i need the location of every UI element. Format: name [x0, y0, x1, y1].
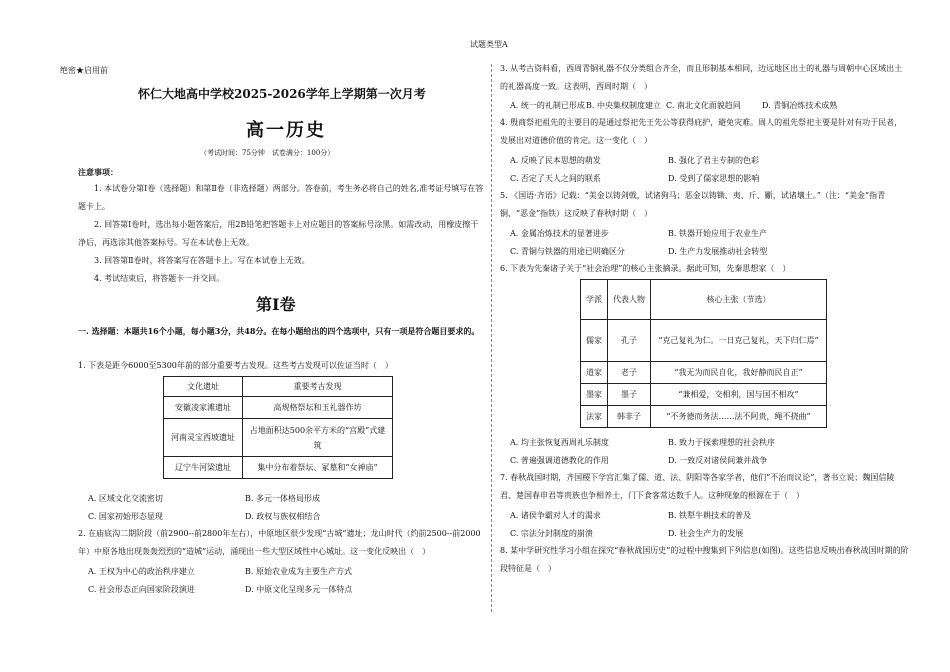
- q2-option-d[interactable]: D. 中原文化呈现多元一体特点: [245, 585, 353, 594]
- q6-cell: “我无为而民自化，我好静而民自正”: [651, 362, 827, 384]
- q1-cell: 集中分布着祭坛、冢墓和“女神庙”: [243, 457, 393, 479]
- q1-stem: 1. 下表是距今6000至5300年前的部分重要考古发现。这些考古发现可以佐证当时（ ）: [78, 361, 393, 370]
- q5-stem: 5. 《国语·齐语》记载：“美金以铸剑戟，试诸狗马；恶金以铸锄、夷、斤、斸，试诸壤土。”（注：“美金”指青铜，“恶金”指铁）这反映了春秋时期（ ）: [500, 191, 886, 218]
- q5-option-b[interactable]: B. 铁器开始应用于农业生产: [668, 229, 767, 238]
- q3-option-b[interactable]: B. 中央集权制度建立: [586, 101, 661, 110]
- q6-option-b[interactable]: B. 致力于探索理想的社会秩序: [668, 438, 775, 447]
- q6-cell: 墨家: [581, 384, 608, 406]
- column-divider: [491, 64, 492, 612]
- q6-cell: “克己复礼为仁。一日克己复礼，天下归仁焉”: [651, 320, 827, 362]
- q3-option-d[interactable]: D. 青铜冶炼技术成熟: [762, 101, 838, 110]
- q6-cell: 儒家: [581, 320, 608, 362]
- q6-stem: 6. 下表为先秦诸子关于“社会治理”的核心主张摘录。据此可知，先秦思想家（ ）: [500, 264, 791, 273]
- q6-cell: 法家: [581, 406, 608, 428]
- q1-cell: 安徽凌家滩遗址: [164, 397, 243, 419]
- q1-cell: 占地面积达500余平方米的“宫殿”式建筑: [243, 419, 393, 457]
- q1-cell: 辽宁牛河梁遗址: [164, 457, 243, 479]
- notes-title: 注意事项：: [78, 167, 118, 177]
- secret-label: 绝密★启用前: [60, 66, 108, 75]
- q1-header-find: 重要考古发现: [243, 377, 393, 397]
- q1-option-c[interactable]: C. 国家初始形态显现: [88, 512, 163, 521]
- school-title: 怀仁大地高中学校2025-2026学年上学期第一次月考: [138, 87, 426, 101]
- q7-option-c[interactable]: C. 宗法分封制度的崩溃: [510, 529, 593, 538]
- q5-option-d[interactable]: D. 生产力发展推动社会转型: [668, 247, 768, 256]
- section-intro: 一. 选择题：本题共16个小题，每小题3分，共48分。在每小题给出的四个选项中，只有一项是符合题目要求的。: [78, 326, 480, 336]
- subject-title: 高一历史: [246, 120, 326, 141]
- q2-option-b[interactable]: B. 原始农业成为主要生产方式: [245, 567, 352, 576]
- q6-header: 代表人物: [608, 280, 651, 320]
- q6-cell: 墨子: [608, 384, 651, 406]
- q3-stem: 3. 从考古资料看，西周青铜礼器不仅分类组合齐全，而且形制基本相同，边远地区出土的礼器与周朝中心区域出土的礼器高度一致。这表明，西周时期（ ）: [500, 64, 903, 91]
- q5-option-c[interactable]: C. 青铜与铁器的用途已明确区分: [510, 247, 625, 256]
- q6-cell: 韩非子: [608, 406, 651, 428]
- q6-header: 核心主张（节选）: [651, 280, 827, 320]
- note-1: 1. 本试卷分第Ⅰ卷（选择题）和第Ⅱ卷（非选择题）两部分。答卷前，考生务必将自己的姓名,准考证号填写在答题卡上。: [78, 184, 484, 211]
- q5-option-a[interactable]: A. 金属冶炼技术的显著进步: [510, 229, 609, 238]
- q6-cell: “不务德而务法……法不阿贵，绳不挠曲”: [651, 406, 827, 428]
- q1-cell: 河南灵宝西坡遗址: [164, 419, 243, 457]
- q4-option-a[interactable]: A. 反映了民本思想的萌发: [510, 156, 601, 165]
- q1-cell: 高规格祭坛和玉礼器作坊: [243, 397, 393, 419]
- q2-stem: 2. 在庙底沟二期阶段（前2900--前2800年左右），中原地区很少发现“古城”遗址；龙山时代（约前2500--前2000年）中原各地出现轰轰烈烈的“造城”运动，涌现出一些大型区域性中心城址。这一变化反映出（ ）: [78, 529, 481, 556]
- q6-option-a[interactable]: A. 均主张恢复西周礼乐制度: [510, 438, 609, 447]
- q4-option-d[interactable]: D. 受到了儒家思想的影响: [668, 174, 760, 183]
- q7-option-a[interactable]: A. 诸侯争霸对人才的渴求: [510, 511, 601, 520]
- q6-cell: 道家: [581, 362, 608, 384]
- volume-title: 第Ⅰ卷: [256, 295, 296, 314]
- note-2: 2. 回答第Ⅰ卷时，选出每小题答案后，用2B铅笔把答题卡上对应题目的答案标号涂黑。如需改动，用橡皮擦干净后，再选涂其他答案标号。写在本试卷上无效。: [78, 220, 479, 247]
- exam-info: （考试时间：75分钟 试卷满分：100分）: [200, 149, 335, 157]
- q4-stem: 4. 殷商祭祀祖先的主要目的是通过祭祀先王先公等获得庇护，避免灾难。周人的祖先祭祀主要是针对有功于民者，发展出对道德价值的肯定。这一变化（ ）: [500, 118, 903, 145]
- q4-option-b[interactable]: B. 强化了君主专制的色彩: [668, 156, 759, 165]
- q3-option-c[interactable]: C. 南北文化面貌趋同: [666, 101, 741, 110]
- exam-type-label: 试题类型A: [470, 40, 508, 49]
- q2-option-a[interactable]: A. 王权为中心的政治秩序建立: [88, 567, 195, 576]
- q1-header-site: 文化遗址: [164, 377, 243, 397]
- q3-option-a[interactable]: A. 统一的礼制已形成: [510, 101, 585, 110]
- q7-option-d[interactable]: D. 社会生产力的发展: [668, 529, 744, 538]
- q7-stem: 7. 春秋战国时期，齐国稷下学宫汇集了儒、道、法、阴阳等各家学者，他们“不治而议论”，著书立说；魏国信陵君、楚国春申君等贵族也争相养士，门下食客常达数千人。这种现象的根源在于（ ）: [500, 473, 895, 500]
- q2-option-c[interactable]: C. 社会形态正向国家阶段演进: [88, 585, 195, 594]
- q6-table: [580, 279, 827, 428]
- note-3: 3. 回答第Ⅱ卷时，将答案写在答题卡上。写在本试卷上无效。: [94, 256, 310, 265]
- q1-option-b[interactable]: B. 多元一体格局形成: [245, 494, 320, 503]
- q8-stem: 8. 某中学研究性学习小组在探究“春秋战国历史”的过程中搜集到下列信息(如图)。这些信息反映出春秋战国时期的阶段特征是（ ）: [500, 546, 909, 573]
- q7-option-b[interactable]: B. 铁犁牛耕技术的普及: [668, 511, 751, 520]
- q6-cell: 老子: [608, 362, 651, 384]
- q6-option-d[interactable]: D. 一致反对诸侯间兼并战争: [668, 456, 768, 465]
- q6-option-c[interactable]: C. 普遍强调道德教化的作用: [510, 456, 609, 465]
- q1-option-a[interactable]: A. 区域文化交流密切: [88, 494, 163, 503]
- q6-cell: “兼相爱，交相利，国与国不相攻”: [651, 384, 827, 406]
- q1-option-d[interactable]: D. 政权与族权相结合: [245, 512, 321, 521]
- q4-option-c[interactable]: C. 否定了天人之间的联系: [510, 174, 601, 183]
- q6-header: 学派: [581, 280, 608, 320]
- note-4: 4. 考试结束后，将答题卡一并交回。: [94, 274, 225, 283]
- q1-table: [163, 376, 393, 479]
- q6-cell: 孔子: [608, 320, 651, 362]
